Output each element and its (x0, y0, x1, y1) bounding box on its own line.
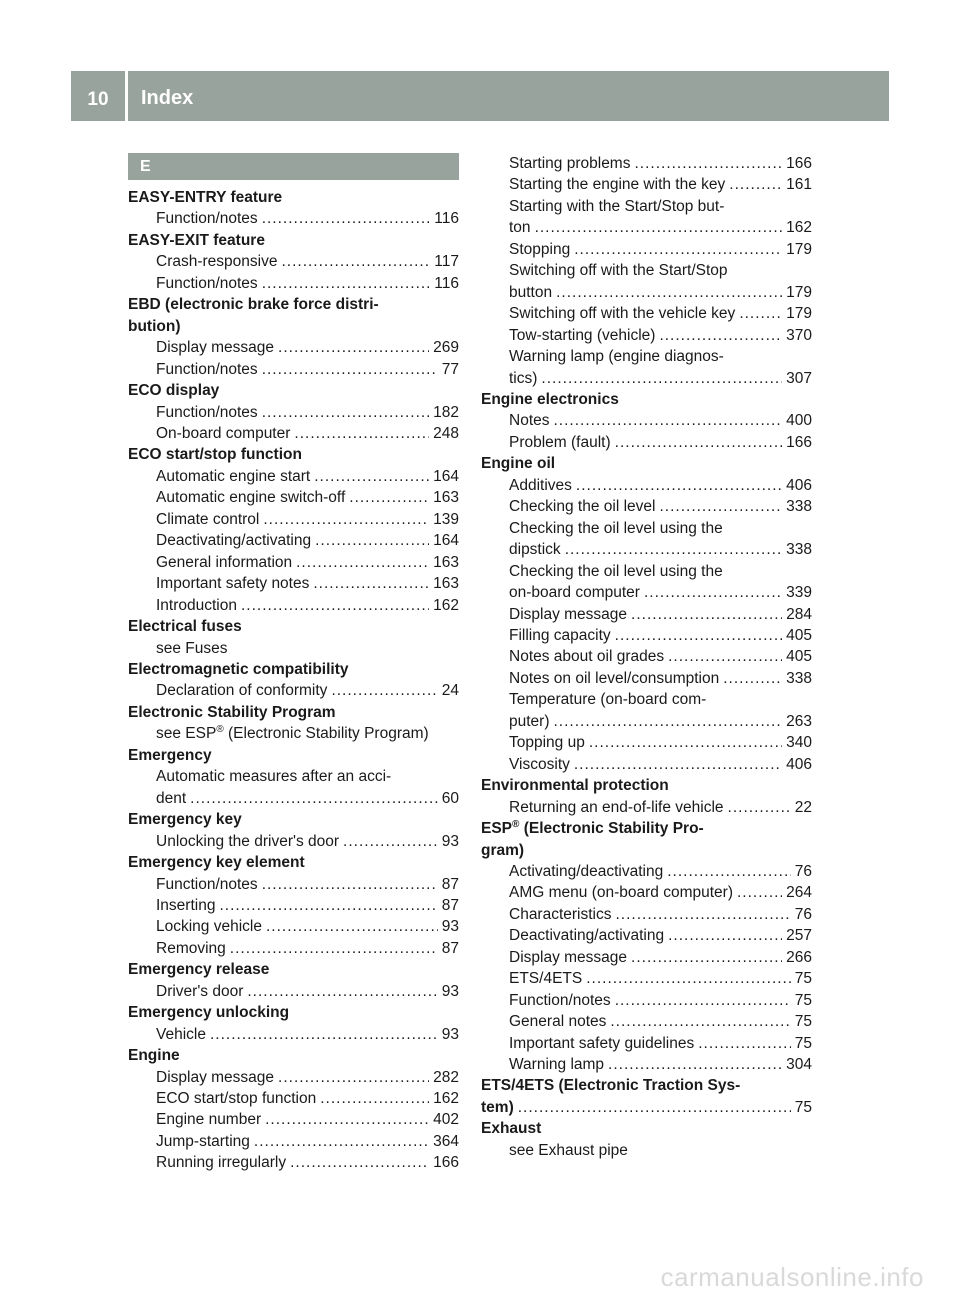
page-ref: 307 (786, 369, 812, 387)
page-ref: 364 (433, 1132, 459, 1150)
index-entry (481, 797, 812, 818)
entry-label: tem) (481, 1098, 514, 1116)
leader-dots (541, 368, 782, 389)
leader-dots (535, 217, 783, 238)
header-divider (125, 71, 128, 121)
entry-label: Function/notes (156, 210, 258, 228)
entry-label: Display message (156, 1068, 275, 1086)
leader-dots (729, 174, 782, 195)
leader-dots (556, 282, 782, 303)
leader-dots (296, 552, 429, 573)
entry-label: Function/notes (156, 403, 258, 421)
leader-dots (262, 874, 438, 895)
index-entry (128, 530, 459, 551)
page-ref: 406 (786, 755, 812, 773)
entry-label: Starting problems (509, 155, 631, 172)
entry-label: tics) (509, 369, 538, 387)
leader-dots (263, 509, 429, 530)
index-subentry-line: Starting with the Start/Stop but- (509, 197, 725, 215)
index-subentry-line: Checking the oil level using the (509, 562, 723, 580)
page-ref: 93 (441, 832, 459, 850)
entry-label: Problem (fault) (509, 433, 611, 451)
page-number: 10 (87, 89, 109, 110)
page-ref: 162 (786, 219, 812, 237)
index-entry (481, 668, 812, 689)
entry-label: Unlocking the driver's door (156, 832, 340, 850)
page-title: Index (141, 87, 194, 109)
entry-label: Automatic engine switch-off (156, 489, 346, 507)
entry-label: Function/notes (156, 360, 258, 378)
index-entry (481, 410, 812, 431)
page-ref: 75 (794, 1034, 812, 1052)
leader-dots (331, 680, 437, 701)
entry-label: Locking vehicle (156, 918, 262, 936)
page-ref: 161 (786, 176, 812, 194)
page-ref: 164 (433, 467, 459, 485)
index-heading: Emergency release (128, 961, 270, 979)
index-entry (481, 368, 812, 389)
leader-dots (737, 882, 782, 903)
page-ref: 93 (441, 982, 459, 1000)
index-entry (481, 904, 812, 925)
entry-label: Introduction (156, 596, 237, 614)
page-ref: 182 (433, 403, 459, 421)
index-entry (481, 582, 812, 603)
index-heading: Emergency unlocking (128, 1004, 290, 1022)
index-entry (481, 947, 812, 968)
section-letter: E (128, 153, 459, 180)
page-ref: 269 (433, 339, 459, 357)
leader-dots (615, 432, 782, 453)
leader-dots (574, 754, 782, 775)
page-ref: 75 (794, 970, 812, 988)
leader-dots (190, 788, 438, 809)
entry-label: Automatic engine start (156, 467, 311, 485)
leader-dots (210, 1024, 438, 1045)
page-ref: 370 (786, 326, 812, 344)
leader-dots (565, 539, 782, 560)
entry-label: Crash-responsive (156, 253, 278, 271)
page-ref: 93 (441, 918, 459, 936)
index-column-left (128, 153, 459, 1174)
index-entry (481, 282, 812, 303)
page-ref: 405 (786, 648, 812, 666)
page-ref: 405 (786, 626, 812, 644)
page-ref: 163 (433, 575, 459, 593)
entry-label: Viscosity (509, 755, 570, 773)
entry-label: ETS/4ETS (509, 970, 583, 988)
index-entry (481, 604, 812, 625)
page-ref: 116 (434, 210, 459, 228)
index-entry (128, 251, 459, 272)
ref-text: see ESP (156, 725, 217, 743)
see-reference: see Exhaust pipe (509, 1141, 628, 1159)
page-ref: 75 (794, 991, 812, 1009)
index-entry (128, 938, 459, 959)
index-heading: ECO start/stop function (128, 446, 302, 464)
entry-label: General notes (509, 1013, 607, 1031)
index-entry (481, 1011, 812, 1032)
leader-dots (262, 359, 438, 380)
index-entry (481, 882, 812, 903)
index-entry (481, 1097, 812, 1118)
leader-dots (266, 916, 438, 937)
page-ref: 22 (794, 798, 812, 816)
index-entry (128, 552, 459, 573)
leader-dots (254, 1131, 429, 1152)
entry-label: Stopping (509, 240, 571, 258)
entry-label: Climate control (156, 510, 260, 528)
header-bar (71, 71, 889, 121)
entry-label: dent (156, 789, 187, 807)
index-heading: EASY-EXIT feature (128, 231, 265, 249)
index-entry (128, 509, 459, 530)
index-heading: Engine (128, 1047, 180, 1065)
index-heading: Electromagnetic compatibility (128, 660, 349, 678)
leader-dots (668, 925, 782, 946)
index-entry (128, 573, 459, 594)
page-ref: 24 (441, 682, 459, 700)
leader-dots (219, 895, 437, 916)
index-heading: Engine electronics (481, 390, 619, 408)
page-ref: 304 (786, 1056, 812, 1074)
index-heading: Emergency (128, 746, 212, 764)
leader-dots (615, 625, 782, 646)
leader-dots (349, 487, 429, 508)
index-heading: Electrical fuses (128, 618, 242, 636)
page-ref: 282 (433, 1068, 459, 1086)
index-entry (128, 466, 459, 487)
index-entry (128, 1067, 459, 1088)
leader-dots (615, 990, 791, 1011)
entry-label: Driver's door (156, 982, 244, 1000)
leader-dots (668, 646, 782, 667)
index-entry (481, 153, 812, 174)
entry-label: button (509, 283, 553, 301)
leader-dots (554, 410, 783, 431)
index-entry (128, 1152, 459, 1173)
entry-label: puter) (509, 712, 550, 730)
leader-dots (518, 1097, 791, 1118)
index-entry (128, 788, 459, 809)
index-entry (128, 1109, 459, 1130)
ref-text: ESP (481, 820, 513, 838)
ref-text: (Electronic Stability Pro- (519, 820, 704, 838)
entry-label: Starting the engine with the key (509, 176, 726, 194)
page-ref: 60 (441, 789, 459, 807)
page-ref: 400 (786, 412, 812, 430)
page-ref: 263 (786, 712, 812, 730)
leader-dots (294, 423, 429, 444)
leader-dots (610, 1011, 790, 1032)
index-heading: Emergency key (128, 811, 242, 829)
entry-label: Activating/deactivating (509, 862, 664, 880)
leader-dots (576, 475, 782, 496)
index-entry (128, 595, 459, 616)
page-ref: 163 (433, 489, 459, 507)
leader-dots (739, 303, 782, 324)
entry-label: Function/notes (156, 875, 258, 893)
entry-label: on-board computer (509, 584, 640, 602)
index-entry (481, 754, 812, 775)
entry-label: On-board computer (156, 424, 291, 442)
page-ref: 402 (433, 1111, 459, 1129)
index-entry (481, 1033, 812, 1054)
index-subentry-line: Switching off with the Start/Stop (509, 262, 728, 280)
index-entry (481, 539, 812, 560)
index-entry (481, 239, 812, 260)
leader-dots (343, 831, 438, 852)
watermark: carmanualsonline.info (660, 1262, 924, 1292)
leader-dots (616, 904, 791, 925)
leader-dots (278, 337, 429, 358)
index-entry (128, 1088, 459, 1109)
index-entry (128, 895, 459, 916)
page-ref: 87 (441, 875, 459, 893)
entry-label: ECO start/stop function (156, 1090, 317, 1108)
page-ref: 163 (433, 553, 459, 571)
index-entry (128, 831, 459, 852)
leader-dots (586, 968, 791, 989)
leader-dots (315, 530, 429, 551)
entry-label: AMG menu (on-board computer) (509, 884, 733, 902)
page-ref: 76 (794, 905, 812, 923)
index-entry (481, 625, 812, 646)
page-ref: 164 (433, 532, 459, 550)
leader-dots (241, 595, 429, 616)
index-entry (128, 680, 459, 701)
index-heading: Engine oil (481, 455, 556, 473)
leader-dots (728, 797, 791, 818)
leader-dots (262, 402, 429, 423)
index-entry (481, 174, 812, 195)
entry-label: Returning an end-of-life vehicle (509, 798, 724, 816)
index-entry (481, 646, 812, 667)
entry-label: Inserting (156, 896, 216, 914)
index-entry (128, 1131, 459, 1152)
index-entry (481, 475, 812, 496)
index-entry (481, 732, 812, 753)
page-ref: 162 (433, 596, 459, 614)
leader-dots (634, 153, 782, 174)
see-reference (128, 723, 459, 744)
leader-dots (290, 1152, 429, 1173)
entry-label: Warning lamp (509, 1056, 605, 1074)
index-subentry-line: Automatic measures after an acci- (156, 768, 392, 786)
index-entry (481, 496, 812, 517)
index-entry (128, 487, 459, 508)
entry-label: Notes on oil level/consumption (509, 669, 720, 687)
entry-label: Important safety notes (156, 575, 310, 593)
index-heading: gram) (481, 841, 525, 859)
page-ref: 116 (434, 274, 459, 292)
index-entry (128, 273, 459, 294)
entry-label: dipstick (509, 541, 561, 559)
leader-dots (281, 251, 430, 272)
entry-label: Notes about oil grades (509, 648, 665, 666)
index-entry (481, 925, 812, 946)
page-ref: 75 (794, 1098, 812, 1116)
registered-mark: ® (216, 724, 224, 736)
leader-dots (723, 668, 782, 689)
leader-dots (262, 208, 431, 229)
page-ref: 179 (786, 283, 812, 301)
leader-dots (659, 325, 782, 346)
index-heading: EASY-ENTRY feature (128, 189, 283, 206)
entry-label: Jump-starting (156, 1132, 250, 1150)
leader-dots (314, 466, 429, 487)
leader-dots (698, 1033, 791, 1054)
index-entry (481, 711, 812, 732)
index-heading: Electronic Stability Program (128, 703, 336, 721)
entry-label: Display message (156, 339, 275, 357)
index-entry (128, 981, 459, 1002)
entry-label: Declaration of conformity (156, 682, 328, 700)
entry-label: Additives (509, 476, 572, 494)
page-ref: 406 (786, 476, 812, 494)
index-entry (128, 337, 459, 358)
entry-label: Removing (156, 939, 226, 957)
leader-dots (230, 938, 438, 959)
index-heading: Environmental protection (481, 777, 669, 795)
page-ref: 339 (786, 584, 812, 602)
index-subentry-line: Warning lamp (engine diagnos- (509, 348, 724, 366)
index-entry (481, 861, 812, 882)
leader-dots (278, 1067, 429, 1088)
page-ref: 166 (786, 155, 812, 172)
index-heading: EBD (electronic brake force distri- (128, 296, 379, 314)
page-ref: 76 (794, 862, 812, 880)
index-entry (481, 217, 812, 238)
index-entry (128, 359, 459, 380)
leader-dots (667, 861, 791, 882)
entry-label: Characteristics (509, 905, 612, 923)
index-entry (481, 1054, 812, 1075)
entry-label: Vehicle (156, 1025, 206, 1043)
index-subentry-line: Temperature (on-board com- (509, 691, 707, 709)
ref-text: (Electronic Stability Program) (223, 725, 429, 743)
page-ref: 266 (786, 948, 812, 966)
index-heading (481, 818, 812, 839)
page-ref: 338 (786, 541, 812, 559)
index-entry (481, 990, 812, 1011)
entry-label: ton (509, 219, 531, 237)
leader-dots (608, 1054, 782, 1075)
leader-dots (659, 496, 782, 517)
leader-dots (631, 947, 782, 968)
entry-label: Checking the oil level (509, 498, 656, 516)
page-ref: 93 (441, 1025, 459, 1043)
index-entry (481, 432, 812, 453)
leader-dots (589, 732, 782, 753)
leader-dots (247, 981, 437, 1002)
entry-label: Deactivating/activating (156, 532, 312, 550)
page-ref: 166 (433, 1154, 459, 1172)
entry-label: Important safety guidelines (509, 1034, 695, 1052)
entry-label: Engine number (156, 1111, 262, 1129)
entry-label: Notes (509, 412, 550, 430)
entry-label: General information (156, 553, 293, 571)
index-entry (481, 968, 812, 989)
entry-label: Function/notes (509, 991, 611, 1009)
page-ref: 338 (786, 498, 812, 516)
leader-dots (320, 1088, 429, 1109)
index-heading: ETS/4ETS (Electronic Traction Sys- (481, 1077, 741, 1095)
leader-dots (644, 582, 782, 603)
entry-label: Function/notes (156, 274, 258, 292)
entry-label: Running irregularly (156, 1154, 287, 1172)
leader-dots (574, 239, 782, 260)
entry-label: Filling capacity (509, 626, 611, 644)
page-ref: 179 (786, 305, 812, 323)
index-entry (128, 874, 459, 895)
index-entry (128, 423, 459, 444)
page-ref: 340 (786, 734, 812, 752)
index-entry (128, 1024, 459, 1045)
page-ref: 248 (433, 424, 459, 442)
see-reference: see Fuses (156, 639, 228, 657)
page-ref: 162 (433, 1090, 459, 1108)
index-heading: bution) (128, 317, 181, 335)
index-subentry-line: Checking the oil level using the (509, 519, 723, 537)
page-ref: 117 (434, 253, 459, 271)
page-ref: 139 (433, 510, 459, 528)
leader-dots (265, 1109, 429, 1130)
index-entry (481, 303, 812, 324)
page-ref: 257 (786, 927, 812, 945)
entry-label: Display message (509, 948, 628, 966)
page-ref: 264 (786, 884, 812, 902)
index-entry (128, 208, 459, 229)
registered-mark: ® (512, 819, 520, 831)
index-entry (481, 325, 812, 346)
entry-label: Switching off with the vehicle key (509, 305, 736, 323)
index-entry (128, 916, 459, 937)
index-heading: Exhaust (481, 1120, 542, 1138)
page-ref: 338 (786, 669, 812, 687)
page-ref: 166 (786, 433, 812, 451)
entry-label: Display message (509, 605, 628, 623)
index-heading: Emergency key element (128, 854, 305, 872)
page-ref: 179 (786, 240, 812, 258)
page-ref: 87 (441, 896, 459, 914)
page-ref: 75 (794, 1013, 812, 1031)
index-column-right (481, 153, 812, 1161)
page-ref: 284 (786, 605, 812, 623)
index-entry (128, 402, 459, 423)
entry-label: Tow-starting (vehicle) (509, 326, 656, 344)
leader-dots (554, 711, 783, 732)
entry-label: Deactivating/activating (509, 927, 665, 945)
leader-dots (313, 573, 429, 594)
page-ref: 77 (441, 360, 459, 378)
leader-dots (262, 273, 431, 294)
leader-dots (631, 604, 782, 625)
entry-label: Topping up (509, 734, 585, 752)
index-heading: ECO display (128, 382, 220, 400)
page-ref: 87 (441, 939, 459, 957)
